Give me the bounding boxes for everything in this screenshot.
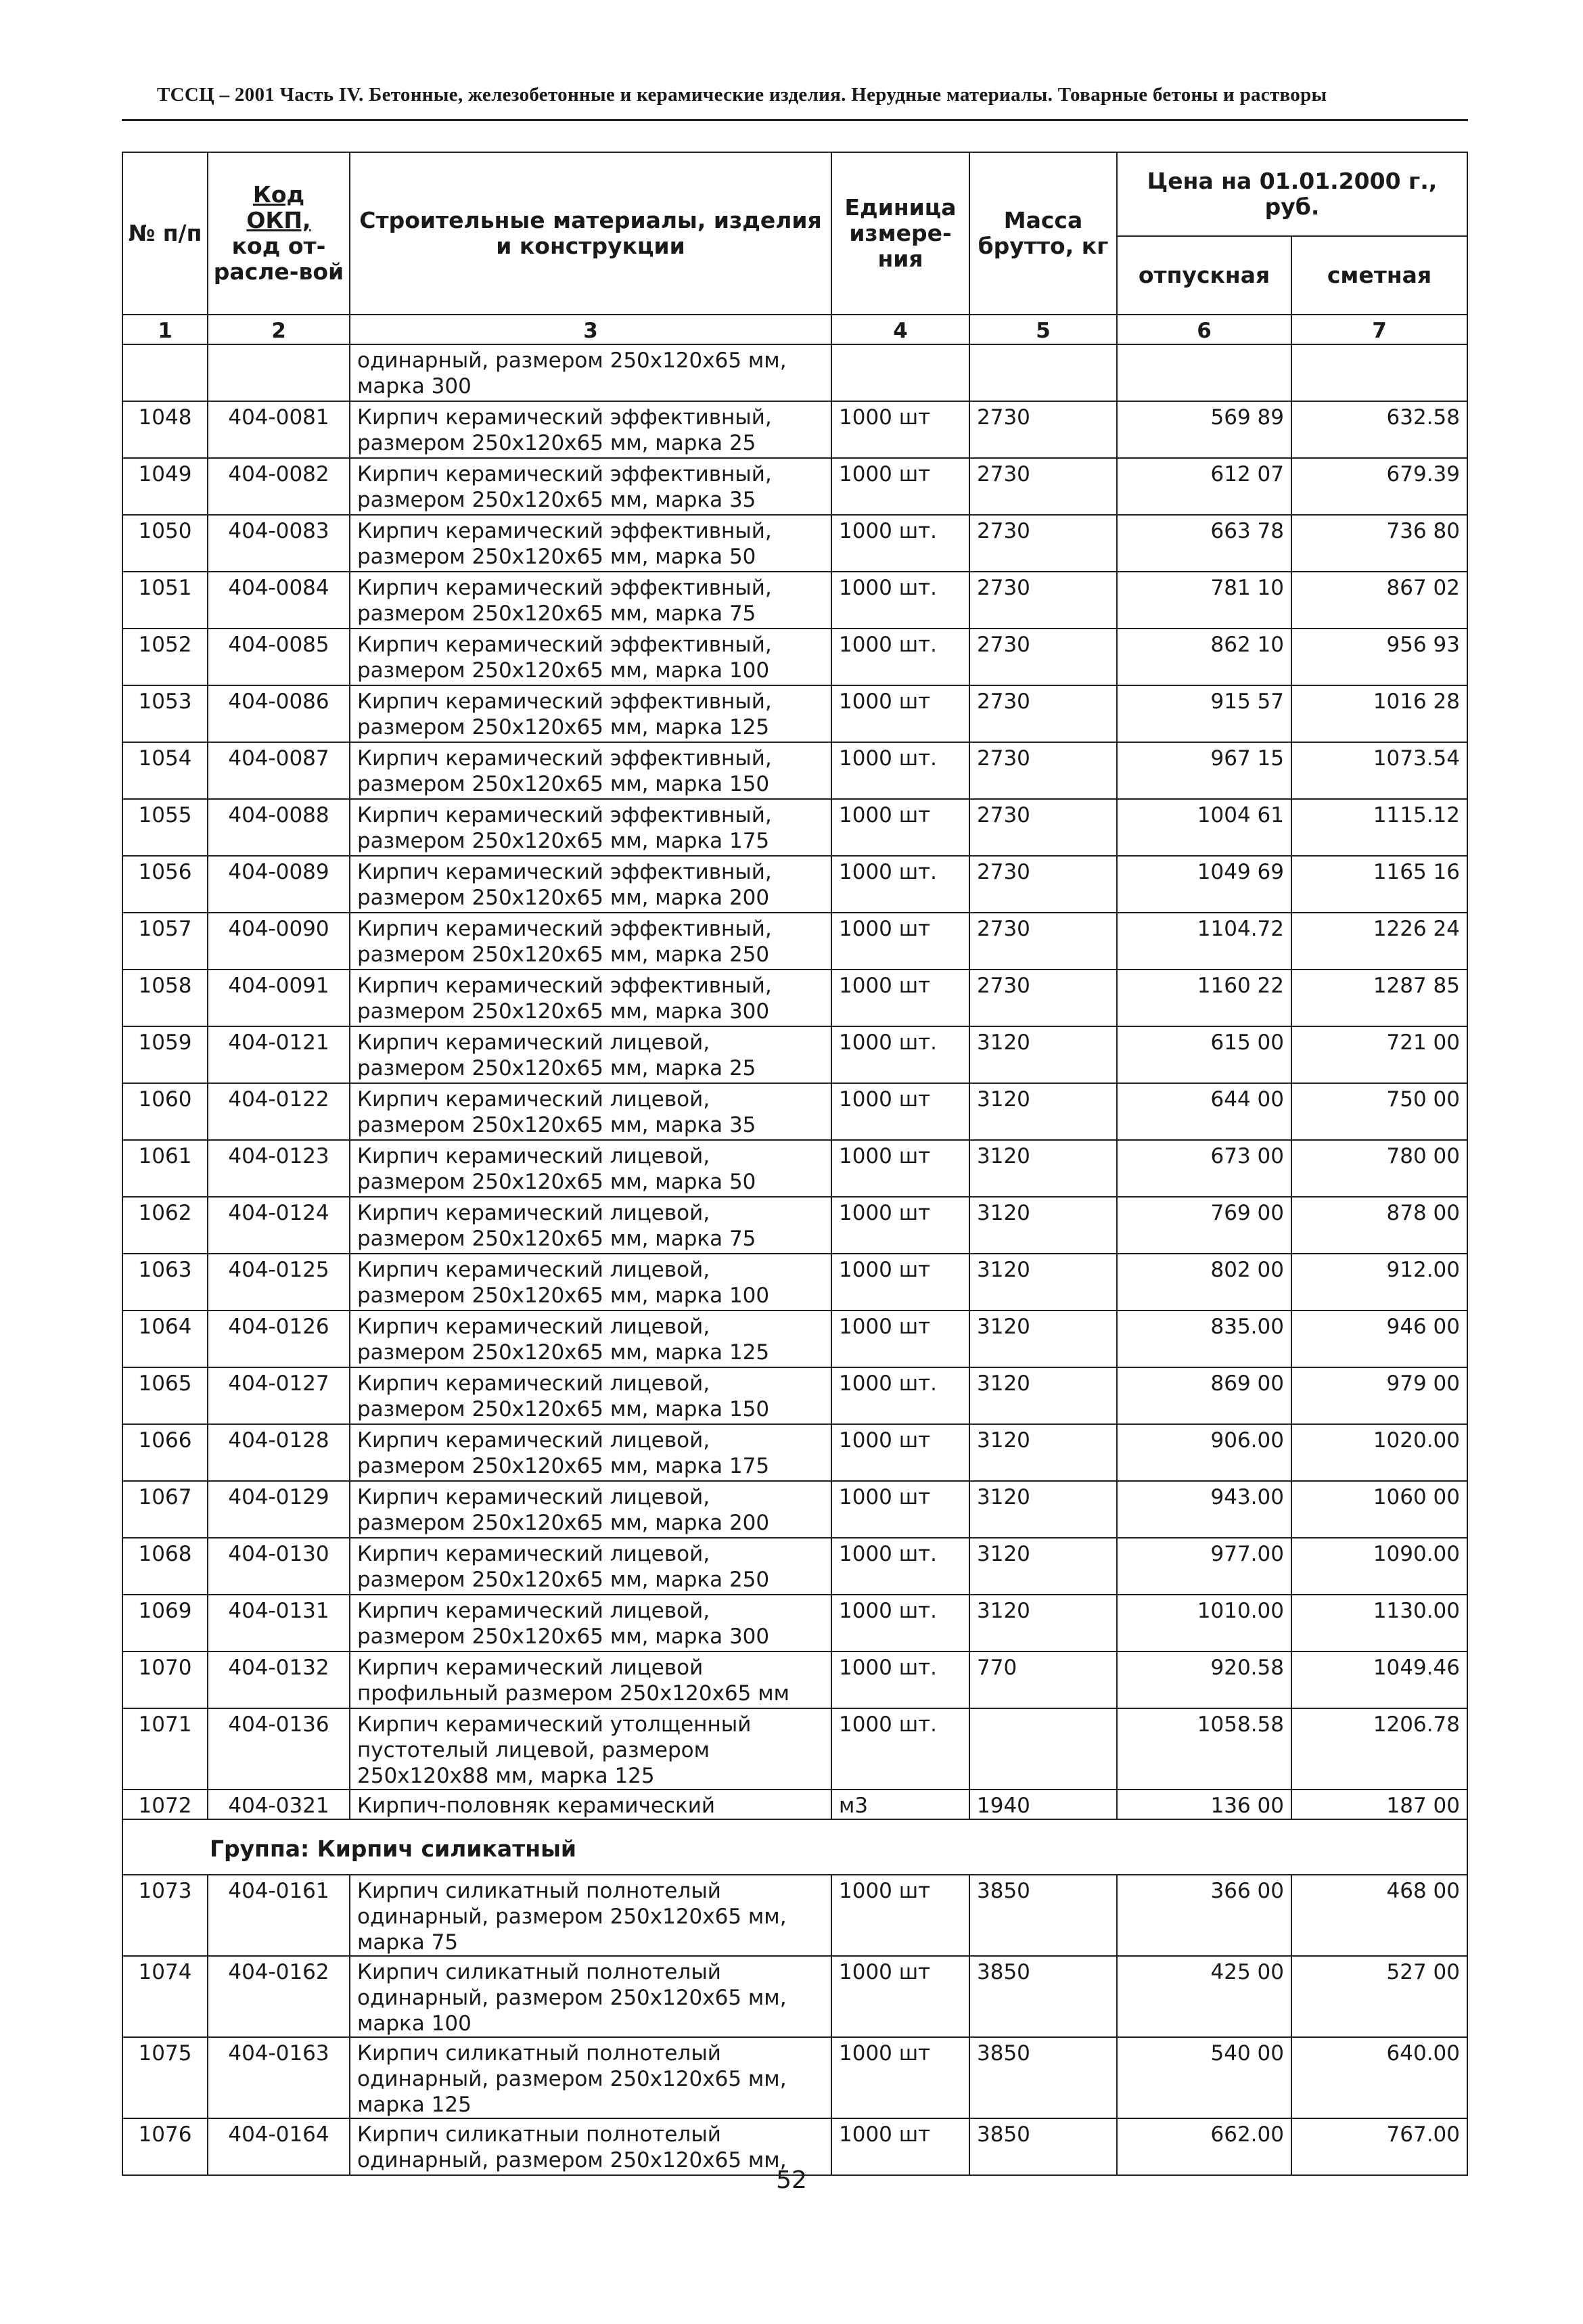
empty-cell [1117,344,1291,401]
table-row [122,970,1467,1026]
header-rule [122,119,1468,121]
gross-mass: 2730 [969,913,1117,970]
gross-mass: 2730 [969,572,1117,629]
okp-code: 404-0091 [208,970,350,1026]
estimate-price: 640.00 [1291,2037,1467,2118]
col-name-header: Строительные материалы, изделия и конструкции [350,152,831,315]
okp-code: 404-0123 [208,1140,350,1197]
estimate-price: 679.39 [1291,458,1467,515]
unit-of-measure: 1000 шт. [831,1651,969,1708]
gross-mass: 3120 [969,1595,1117,1651]
col-unit-header: Единица измере-ния [831,152,969,315]
gross-mass: 3120 [969,1026,1117,1083]
unit-of-measure: 1000 шт [831,799,969,856]
gross-mass: 2730 [969,515,1117,572]
okp-code: 404-0084 [208,572,350,629]
empty-cell [122,344,208,401]
table-row [122,742,1467,799]
group-title: Группа: Кирпич силикатный [122,1819,1467,1875]
estimate-price: 767.00 [1291,2118,1467,2175]
release-price: 1104.72 [1117,913,1291,970]
okp-code: 404-0163 [208,2037,350,2118]
running-header: ТССЦ – 2001 Часть IV. Бетонные, железобетонные и керамические изделия. Нерудные материалы. Товарные бетоны и растворы [157,84,1327,106]
material-name: Кирпич силикатный полнотелый одинарный, размером 250x120x65 мм, марка 125 [350,2037,831,2118]
col-code-header [208,152,350,315]
gross-mass: 3850 [969,1956,1117,2037]
release-price: 1160 22 [1117,970,1291,1026]
okp-code: 404-0083 [208,515,350,572]
okp-code: 404-0161 [208,1875,350,1956]
estimate-price: 1060 00 [1291,1481,1467,1538]
col-code-label-2: ОКП, [246,207,311,233]
group-section [122,1819,1467,1875]
material-name: Кирпич керамический лицевой, размером 250x120x65 мм, марка 250 [350,1538,831,1595]
okp-code: 404-0164 [208,2118,350,2175]
gross-mass: 3120 [969,1254,1117,1311]
material-name: Кирпич керамический лицевой, размером 250x120x65 мм, марка 25 [350,1026,831,1083]
estimate-price: 946 00 [1291,1311,1467,1367]
empty-cell [969,344,1117,401]
material-name: Кирпич керамический эффективный, размером 250x120x65 мм, марка 300 [350,970,831,1026]
unit-of-measure: 1000 шт [831,1254,969,1311]
okp-code: 404-0090 [208,913,350,970]
estimate-price: 1226 24 [1291,913,1467,970]
table-row [122,685,1467,742]
material-name: Кирпич силикатный полнотелый одинарный, размером 250x120x65 мм, марка 100 [350,1956,831,2037]
okp-code: 404-0086 [208,685,350,742]
material-name: Кирпич силикатныи полнотелый одинарный, размером 250x120x65 мм, [350,2118,831,2175]
unit-of-measure: 1000 шт [831,1140,969,1197]
table-row [122,1197,1467,1254]
table-row [122,1254,1467,1311]
row-number: 1062 [122,1197,208,1254]
release-price: 1058.58 [1117,1708,1291,1790]
estimate-price: 632.58 [1291,401,1467,458]
material-name: Кирпич силикатный полнотелый одинарный, размером 250x120x65 мм, марка 75 [350,1875,831,1956]
estimate-price: 187 00 [1291,1790,1467,1819]
material-name: Кирпич керамический эффективный, размером 250x120x65 мм, марка 125 [350,685,831,742]
row-number: 1073 [122,1875,208,1956]
page-number: 52 [776,2166,807,2194]
unit-of-measure: 1000 шт [831,1481,969,1538]
row-number: 1060 [122,1083,208,1140]
table-row [122,1083,1467,1140]
gross-mass [969,1708,1117,1790]
release-price: 802 00 [1117,1254,1291,1311]
table-row [122,1367,1467,1424]
row-number: 1061 [122,1140,208,1197]
unit-of-measure: м3 [831,1790,969,1819]
empty-cell [208,344,350,401]
row-number: 1059 [122,1026,208,1083]
unit-of-measure: 1000 шт [831,913,969,970]
material-name: Кирпич керамический лицевой, размером 250x120x65 мм, марка 175 [350,1424,831,1481]
unit-of-measure: 1000 шт. [831,1708,969,1790]
table-row [122,1956,1467,2037]
okp-code: 404-0127 [208,1367,350,1424]
col-price-release-header: отпускная [1117,236,1291,315]
row-number: 1055 [122,799,208,856]
gross-mass: 3120 [969,1140,1117,1197]
col-price-estimate-header: сметная [1291,236,1467,315]
release-price: 663 78 [1117,515,1291,572]
row-number: 1058 [122,970,208,1026]
material-name: Кирпич керамический эффективный, размером 250x120x65 мм, марка 150 [350,742,831,799]
col-code-label-3: код от-расле-вой [213,233,344,285]
okp-code: 404-0081 [208,401,350,458]
material-name: Кирпич керамический лицевой, размером 250x120x65 мм, марка 125 [350,1311,831,1367]
table-row [122,458,1467,515]
column-number: 1 [122,315,208,344]
okp-code: 404-0136 [208,1708,350,1790]
estimate-price: 912.00 [1291,1254,1467,1311]
unit-of-measure: 1000 шт. [831,856,969,913]
release-price: 569 89 [1117,401,1291,458]
estimate-price: 1090.00 [1291,1538,1467,1595]
release-price: 136 00 [1117,1790,1291,1819]
row-number: 1069 [122,1595,208,1651]
row-number: 1063 [122,1254,208,1311]
release-price: 977.00 [1117,1538,1291,1595]
estimate-price: 1020.00 [1291,1424,1467,1481]
row-number: 1071 [122,1708,208,1790]
unit-of-measure: 1000 шт. [831,572,969,629]
table-row [122,1140,1467,1197]
unit-of-measure: 1000 шт [831,2037,969,2118]
estimate-price: 979 00 [1291,1367,1467,1424]
estimate-price: 1165 16 [1291,856,1467,913]
material-name: Кирпич керамический эффективный, размером 250x120x65 мм, марка 25 [350,401,831,458]
unit-of-measure: 1000 шт [831,1956,969,2037]
release-price: 425 00 [1117,1956,1291,2037]
gross-mass: 2730 [969,629,1117,685]
unit-of-measure: 1000 шт. [831,515,969,572]
material-name: Кирпич керамический эффективный, размером 250x120x65 мм, марка 100 [350,629,831,685]
gross-mass: 2730 [969,458,1117,515]
material-name: Кирпич керамический лицевой, размером 250x120x65 мм, марка 75 [350,1197,831,1254]
table-row [122,913,1467,970]
unit-of-measure: 1000 шт. [831,742,969,799]
table-row [122,1595,1467,1651]
estimate-price: 867 02 [1291,572,1467,629]
row-number: 1072 [122,1790,208,1819]
table-row [122,856,1467,913]
table-row [122,1311,1467,1367]
row-number: 1048 [122,401,208,458]
okp-code: 404-0122 [208,1083,350,1140]
col-mass-header: Масса брутто, кг [969,152,1117,315]
okp-code: 404-0129 [208,1481,350,1538]
gross-mass: 3850 [969,2037,1117,2118]
material-name: Кирпич керамический эффективный, размером 250x120x65 мм, марка 250 [350,913,831,970]
row-number: 1049 [122,458,208,515]
gross-mass: 2730 [969,970,1117,1026]
release-price: 615 00 [1117,1026,1291,1083]
okp-code: 404-0162 [208,1956,350,2037]
continuation-row [122,344,1467,401]
gross-mass: 2730 [969,401,1117,458]
unit-of-measure: 1000 шт [831,2118,969,2175]
release-price: 1049 69 [1117,856,1291,913]
release-price: 612 07 [1117,458,1291,515]
material-name: Кирпич керамический лицевой, размером 250x120x65 мм, марка 150 [350,1367,831,1424]
table-row [122,629,1467,685]
estimate-price: 878 00 [1291,1197,1467,1254]
col-code-label-1: Код [252,181,305,208]
okp-code: 404-0125 [208,1254,350,1311]
material-name: Кирпич керамический лицевой, размером 250x120x65 мм, марка 35 [350,1083,831,1140]
column-number-row [122,315,1467,344]
material-name: Кирпич керамический лицевой, размером 250x120x65 мм, марка 200 [350,1481,831,1538]
table-row [122,1538,1467,1595]
table-body-clay-brick [122,344,1467,1819]
column-number: 6 [1117,315,1291,344]
okp-code: 404-0321 [208,1790,350,1819]
unit-of-measure: 1000 шт [831,401,969,458]
row-number: 1066 [122,1424,208,1481]
row-number: 1050 [122,515,208,572]
estimate-price: 1130.00 [1291,1595,1467,1651]
gross-mass: 3120 [969,1424,1117,1481]
estimate-price: 956 93 [1291,629,1467,685]
material-name: Кирпич керамический эффективный, размером 250x120x65 мм, марка 35 [350,458,831,515]
material-name: Кирпич керамический эффективный, размером 250x120x65 мм, марка 175 [350,799,831,856]
gross-mass: 2730 [969,799,1117,856]
okp-code: 404-0085 [208,629,350,685]
estimate-price: 1049.46 [1291,1651,1467,1708]
empty-cell [831,344,969,401]
gross-mass: 3120 [969,1311,1117,1367]
estimate-price: 1287 85 [1291,970,1467,1026]
row-number: 1064 [122,1311,208,1367]
release-price: 1004 61 [1117,799,1291,856]
col-no-header: № п/п [122,152,208,315]
table-row [122,1875,1467,1956]
unit-of-measure: 1000 шт [831,685,969,742]
okp-code: 404-0088 [208,799,350,856]
table-row [122,572,1467,629]
row-number: 1054 [122,742,208,799]
row-number: 1068 [122,1538,208,1595]
empty-cell [1291,344,1467,401]
release-price: 906.00 [1117,1424,1291,1481]
material-name: Кирпич керамический лицевой профильный размером 250x120x65 мм [350,1651,831,1708]
estimate-price: 527 00 [1291,1956,1467,2037]
estimate-price: 468 00 [1291,1875,1467,1956]
okp-code: 404-0126 [208,1311,350,1367]
group-row [122,1819,1467,1875]
estimate-price: 721 00 [1291,1026,1467,1083]
okp-code: 404-0131 [208,1595,350,1651]
release-price: 915 57 [1117,685,1291,742]
table-row [122,1790,1467,1819]
release-price: 967 15 [1117,742,1291,799]
row-number: 1067 [122,1481,208,1538]
gross-mass: 3120 [969,1197,1117,1254]
estimate-price: 1115.12 [1291,799,1467,856]
material-name: Кирпич керамический лицевой, размером 250x120x65 мм, марка 300 [350,1595,831,1651]
gross-mass: 2730 [969,685,1117,742]
estimate-price: 736 80 [1291,515,1467,572]
gross-mass: 2730 [969,742,1117,799]
release-price: 769 00 [1117,1197,1291,1254]
unit-of-measure: 1000 шт [831,458,969,515]
release-price: 1010.00 [1117,1595,1291,1651]
column-number: 3 [350,315,831,344]
table-body-silicate-brick [122,1875,1467,2175]
estimate-price: 1206.78 [1291,1708,1467,1790]
col-price-group-header: Цена на 01.01.2000 г., руб. [1117,152,1467,236]
release-price: 869 00 [1117,1367,1291,1424]
estimate-price: 1073.54 [1291,742,1467,799]
gross-mass: 3850 [969,1875,1117,1956]
material-name: Кирпич керамический лицевой, размером 250x120x65 мм, марка 50 [350,1140,831,1197]
row-number: 1052 [122,629,208,685]
table-row [122,515,1467,572]
material-name: Кирпич керамический эффективный, размером 250x120x65 мм, марка 200 [350,856,831,913]
material-name: Кирпич керамический эффективный, размером 250x120x65 мм, марка 75 [350,572,831,629]
estimate-price: 750 00 [1291,1083,1467,1140]
estimate-price: 1016 28 [1291,685,1467,742]
unit-of-measure: 1000 шт. [831,1538,969,1595]
row-number: 1053 [122,685,208,742]
column-number: 7 [1291,315,1467,344]
gross-mass: 3850 [969,2118,1117,2175]
okp-code: 404-0124 [208,1197,350,1254]
row-number: 1070 [122,1651,208,1708]
estimate-price: 780 00 [1291,1140,1467,1197]
unit-of-measure: 1000 шт. [831,1367,969,1424]
gross-mass: 3120 [969,1481,1117,1538]
table-row [122,2037,1467,2118]
column-number: 5 [969,315,1117,344]
release-price: 673 00 [1117,1140,1291,1197]
row-number: 1057 [122,913,208,970]
unit-of-measure: 1000 шт [831,1875,969,1956]
table-row [122,1481,1467,1538]
gross-mass: 3120 [969,1367,1117,1424]
unit-of-measure: 1000 шт [831,1083,969,1140]
gross-mass: 770 [969,1651,1117,1708]
okp-code: 404-0132 [208,1651,350,1708]
release-price: 366 00 [1117,1875,1291,1956]
row-number: 1065 [122,1367,208,1424]
okp-code: 404-0128 [208,1424,350,1481]
material-name: Кирпич-половняк керамический [350,1790,831,1819]
unit-of-measure: 1000 шт. [831,1595,969,1651]
gross-mass: 1940 [969,1790,1117,1819]
unit-of-measure: 1000 шт [831,1197,969,1254]
row-number: 1074 [122,1956,208,2037]
release-price: 920.58 [1117,1651,1291,1708]
release-price: 540 00 [1117,2037,1291,2118]
okp-code: 404-0082 [208,458,350,515]
release-price: 644 00 [1117,1083,1291,1140]
table-row [122,1026,1467,1083]
material-name: Кирпич керамический утолщенный пустотелый лицевой, размером 250x120x88 мм, марка 125 [350,1708,831,1790]
column-number: 2 [208,315,350,344]
release-price: 835.00 [1117,1311,1291,1367]
release-price: 781 10 [1117,572,1291,629]
unit-of-measure: 1000 шт [831,1311,969,1367]
row-number: 1056 [122,856,208,913]
okp-code: 404-0121 [208,1026,350,1083]
okp-code: 404-0089 [208,856,350,913]
unit-of-measure: 1000 шт. [831,629,969,685]
material-name: Кирпич керамический лицевой, размером 250x120x65 мм, марка 100 [350,1254,831,1311]
release-price: 943.00 [1117,1481,1291,1538]
unit-of-measure: 1000 шт [831,970,969,1026]
price-table [122,152,1468,2176]
gross-mass: 2730 [969,856,1117,913]
release-price: 862 10 [1117,629,1291,685]
okp-code: 404-0130 [208,1538,350,1595]
material-name: Кирпич керамический эффективный, размером 250x120x65 мм, марка 50 [350,515,831,572]
column-number: 4 [831,315,969,344]
table-row [122,799,1467,856]
okp-code: 404-0087 [208,742,350,799]
table-row [122,1708,1467,1790]
table-row [122,1424,1467,1481]
table-row [122,401,1467,458]
release-price: 662.00 [1117,2118,1291,2175]
unit-of-measure: 1000 шт. [831,1026,969,1083]
row-number: 1075 [122,2037,208,2118]
gross-mass: 3120 [969,1083,1117,1140]
table-row [122,1651,1467,1708]
gross-mass: 3120 [969,1538,1117,1595]
unit-of-measure: 1000 шт [831,1424,969,1481]
row-number: 1051 [122,572,208,629]
continuation-text: одинарный, размером 250x120x65 мм, марка 300 [350,344,831,401]
row-number: 1076 [122,2118,208,2175]
header-row-top [122,152,1467,236]
